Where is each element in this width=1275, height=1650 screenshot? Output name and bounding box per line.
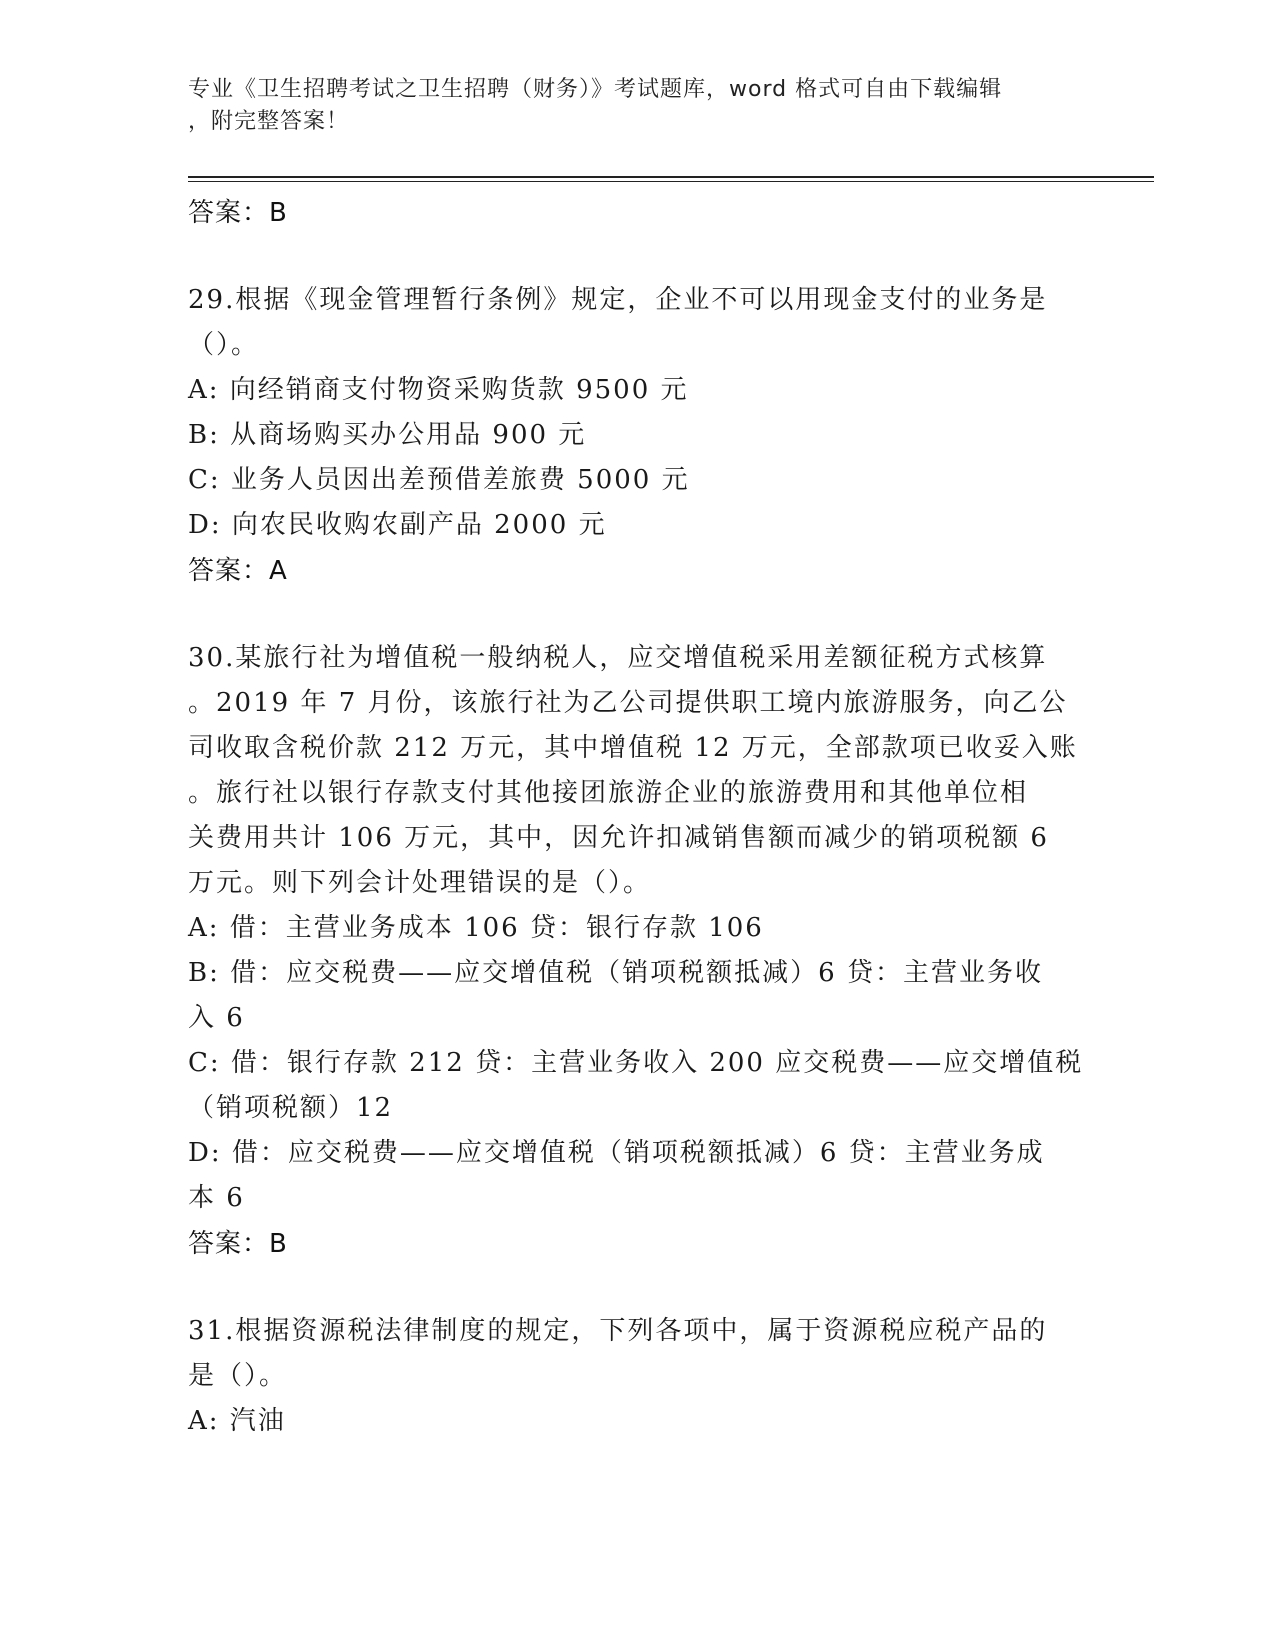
option-b: B: 借：应交税费——应交增值税（销项税额抵减）6 贷：主营业务收 [188, 958, 1043, 988]
question-text-line: 29.根据《现金管理暂行条例》规定，企业不可以用现金支付的业务是 [188, 285, 1048, 315]
option-d: D: 向农民收购农副产品 2000 元 [188, 510, 607, 540]
answer-label: 答案：B [188, 1229, 288, 1259]
option-b-continued: 入 6 [188, 1003, 245, 1033]
header-rule-thin [188, 181, 1154, 182]
question-30 [188, 636, 1088, 1267]
question-text-line: 30.某旅行社为增值税一般纳税人，应交增值税采用差额征税方式核算 [188, 643, 1048, 673]
question-list [188, 190, 1088, 1444]
question-text-line: 万元。则下列会计处理错误的是（）。 [188, 868, 652, 898]
question-text-line: 。2019 年 7 月份，该旅行社为乙公司提供职工境内旅游服务，向乙公 [188, 688, 1068, 718]
previous-answer: 答案：B [188, 198, 288, 228]
question-text-line: 关费用共计 106 万元，其中，因允许扣减销售额而减少的销项税额 6 [188, 823, 1049, 853]
option-a: A: 向经销商支付物资采购货款 9500 元 [188, 375, 689, 405]
header-rule-thick [188, 176, 1154, 178]
question-text-line: 是（）。 [188, 1361, 288, 1391]
option-d: D: 借：应交税费——应交增值税（销项税额抵减）6 贷：主营业务成 [188, 1138, 1045, 1168]
option-b: B: 从商场购买办公用品 900 元 [188, 420, 587, 450]
header-line-1: 专业《卫生招聘考试之卫生招聘（财务）》考试题库，word 格式可自由下载编辑 [188, 77, 1003, 102]
answer-label: 答案：A [188, 556, 288, 586]
page-header [188, 74, 1068, 138]
option-a: A: 借：主营业务成本 106 贷：银行存款 106 [188, 913, 764, 943]
option-c: C: 业务人员因出差预借差旅费 5000 元 [188, 465, 690, 495]
question-text-line: 。旅行社以银行存款支付其他接团旅游企业的旅游费用和其他单位相 [188, 778, 1029, 808]
question-text-line: （）。 [188, 330, 260, 360]
question-text-line: 司收取含税价款 212 万元，其中增值税 12 万元，全部款项已收妥入账 [188, 733, 1078, 763]
question-31 [188, 1309, 1088, 1444]
header-line-2: ，附完整答案！ [188, 109, 350, 134]
option-c: C: 借：银行存款 212 贷：主营业务收入 200 应交税费——应交增值税 [188, 1048, 1084, 1078]
option-d-continued: 本 6 [188, 1183, 245, 1213]
question-text-line: 31.根据资源税法律制度的规定，下列各项中，属于资源税应税产品的 [188, 1316, 1048, 1346]
option-c-continued: （销项税额）12 [188, 1093, 394, 1123]
question-29 [188, 278, 1088, 594]
option-a: A: 汽油 [188, 1406, 286, 1436]
